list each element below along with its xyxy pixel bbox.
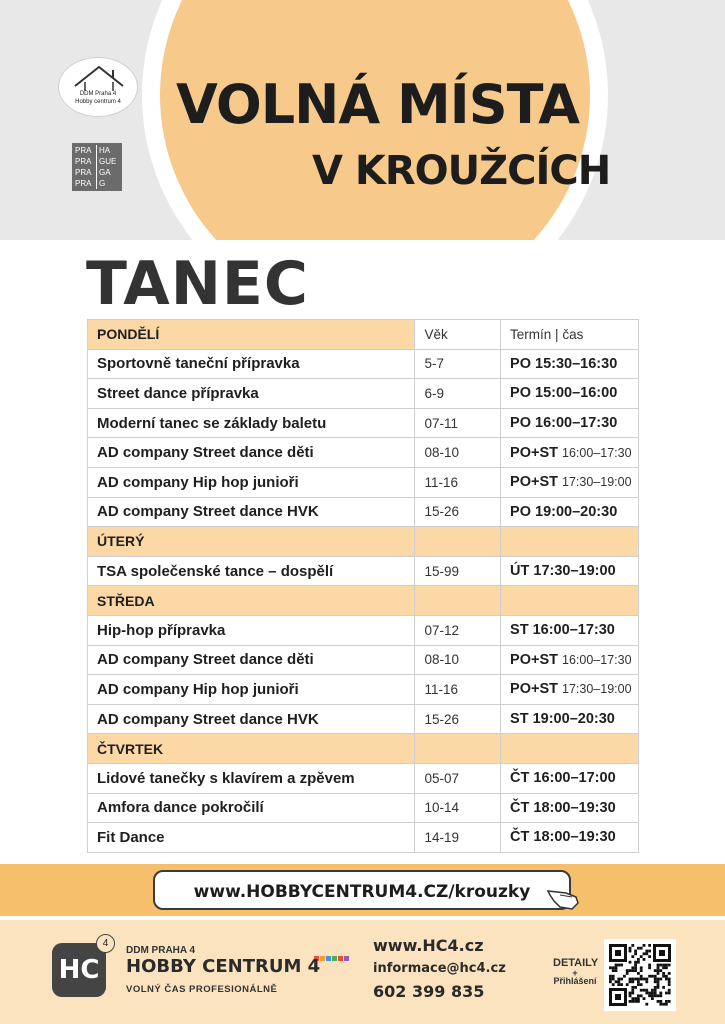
hc4-logo-superscript: 4 [96,934,115,953]
schedule-time-days: PO 15:30–16:30 [510,355,618,372]
day-header-row [88,734,639,764]
schedule-time [501,615,639,645]
schedule-time [501,763,639,793]
details-line1: DETAILY [553,957,599,969]
table-row [88,408,639,438]
schedule-time [501,704,639,734]
table-row [88,467,639,497]
schedule-time [501,675,639,705]
schedule-time-days: PO+ST [510,474,558,491]
praha-logo-text: PRA [75,179,92,188]
day-header-row [88,527,639,557]
activity-name: Fit Dance [88,823,415,853]
schedule-time [501,823,639,853]
color-dot [332,956,337,961]
empty-cell [415,586,501,616]
table-row [88,793,639,823]
schedule-time [501,438,639,468]
color-dot [344,956,349,961]
schedule-time-days: PO 16:00–17:30 [510,415,618,432]
activity-name: AD company Hip hop junioři [88,675,415,705]
schedule-time-hours: 16:00–17:30 [562,445,632,460]
age-range: 05-07 [415,763,501,793]
org-tagline: VOLNÝ ČAS PROFESIONÁLNĚ [126,984,278,995]
empty-cell [501,734,639,764]
praha-logo [72,143,122,191]
activity-name: Amfora dance pokročilí [88,793,415,823]
table-row [88,438,639,468]
schedule-table [87,319,639,853]
schedule-time [501,467,639,497]
empty-cell [501,586,639,616]
praha-logo-text: PRA [75,168,92,177]
activity-name: TSA společenské tance – dospělí [88,556,415,586]
org-small-label: DDM PRAHA 4 [126,945,196,956]
hand-cursor-icon [546,887,580,911]
activity-name: AD company Street dance HVK [88,497,415,527]
table-row [88,379,639,409]
schedule-time-days: ST 19:00–20:30 [510,711,615,728]
org-name: HOBBY CENTRUM 4 [126,956,321,977]
hc4-logo: HC [52,943,106,997]
table-row [88,675,639,705]
details-line2: + [572,968,578,978]
schedule-time-days: ČT 18:00–19:30 [510,799,616,816]
empty-cell [415,527,501,557]
table-row [88,763,639,793]
schedule-time [501,497,639,527]
age-column-header: Věk [415,320,501,350]
footer-email-link[interactable]: informace@hc4.cz [373,961,506,976]
schedule-time [501,645,639,675]
schedule-time-days: PO+ST [510,651,558,668]
age-range: 08-10 [415,438,501,468]
praha-logo-text: HA [99,146,111,155]
day-name: STŘEDA [88,586,415,616]
schedule-time [501,556,639,586]
color-dot [338,956,343,961]
praha-logo-text: GUE [99,157,117,166]
activity-name: Street dance přípravka [88,379,415,409]
ddm-logo-line1: DDM Praha 4 [79,91,117,97]
schedule-time [501,408,639,438]
activity-name: Sportovně taneční přípravka [88,349,415,379]
table-row [88,556,639,586]
table-row [88,645,639,675]
day-header-row [88,586,639,616]
website-link[interactable]: www.HOBBYCENTRUM4.CZ/krouzky [153,870,571,910]
house-icon [73,64,125,92]
activity-name: Moderní tanec se základy baletu [88,408,415,438]
praha-logo-text: PRA [75,157,92,166]
praha-logo-divider [96,145,97,189]
schedule-time-days: ČT 18:00–19:30 [510,829,616,846]
qr-code-icon[interactable] [604,939,676,1011]
age-range: 11-16 [415,675,501,705]
color-dot [326,956,331,961]
activity-name: AD company Street dance HVK [88,704,415,734]
day-name: ÚTERÝ [88,527,415,557]
schedule-time [501,379,639,409]
footer-web-link[interactable]: www.HC4.cz [373,936,484,955]
time-column-header: Termín | čas [501,320,639,350]
activity-name: AD company Hip hop junioři [88,467,415,497]
schedule-time-days: PO 19:00–20:30 [510,503,618,520]
activity-name: AD company Street dance děti [88,645,415,675]
schedule-time-days: PO+ST [510,681,558,698]
details-label [553,957,597,986]
age-range: 15-26 [415,704,501,734]
schedule-time-hours: 17:30–19:00 [562,475,632,490]
schedule-time-days: ČT 16:00–17:00 [510,770,616,787]
schedule-time-hours: 17:30–19:00 [562,682,632,697]
page-title-line2: V KROUŽCÍCH [312,148,611,194]
day-name: ČTVRTEK [88,734,415,764]
schedule-time-days: PO+ST [510,444,558,461]
age-range: 07-12 [415,615,501,645]
age-range: 11-16 [415,467,501,497]
ddm-logo-line2: Hobby centrum 4 [75,99,121,105]
schedule-time-hours: 16:00–17:30 [562,652,632,667]
praha-logo-text: GA [99,168,111,177]
day-name: PONDĚLÍ [88,320,415,350]
table-row [88,349,639,379]
activity-name: Lidové tanečky s klavírem a zpěvem [88,763,415,793]
age-range: 08-10 [415,645,501,675]
schedule-time [501,793,639,823]
table-row [88,704,639,734]
empty-cell [501,527,639,557]
table-row [88,615,639,645]
schedule-time-days: ST 16:00–17:30 [510,622,615,639]
table-row [88,823,639,853]
activity-name: Hip-hop přípravka [88,615,415,645]
praha-logo-text: PRA [75,146,92,155]
age-range: 6-9 [415,379,501,409]
color-dot [320,956,325,961]
section-heading: TANEC [86,249,309,319]
table-row [88,497,639,527]
age-range: 07-11 [415,408,501,438]
activity-name: AD company Street dance děti [88,438,415,468]
schedule-time-days: PO 15:00–16:00 [510,385,618,402]
age-range: 15-26 [415,497,501,527]
empty-cell [415,734,501,764]
ddm-logo [58,57,138,117]
details-line3: Přihlášení [553,976,597,986]
day-header-row [88,320,639,350]
age-range: 15-99 [415,556,501,586]
schedule-time [501,349,639,379]
age-range: 10-14 [415,793,501,823]
age-range: 5-7 [415,349,501,379]
age-range: 14-19 [415,823,501,853]
praha-logo-text: G [99,179,106,188]
footer-phone[interactable]: 602 399 835 [373,982,485,1001]
page-title-line1: VOLNÁ MÍSTA [176,73,580,136]
schedule-time-days: ÚT 17:30–19:00 [510,563,616,580]
